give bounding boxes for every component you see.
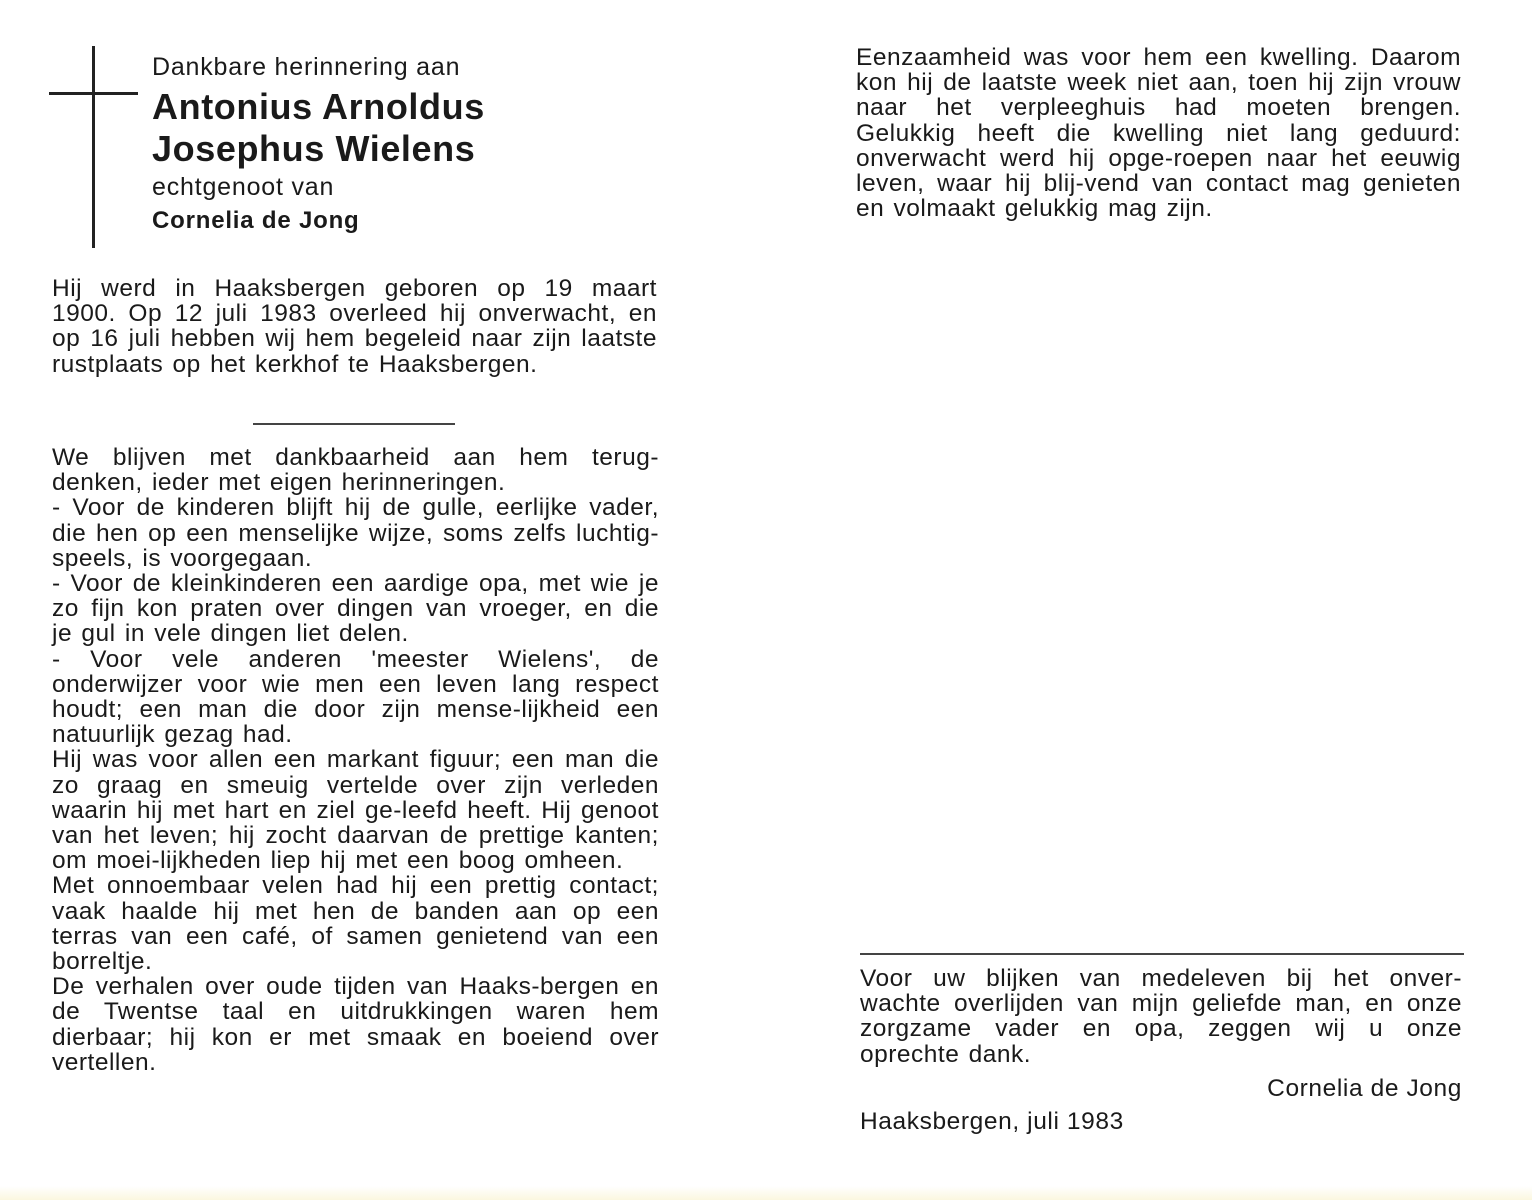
memories-paragraph: Hij was voor allen een markant figuur; een man die zo graag en smeuig vertelde over zijn verleden waarin hij met hart en ziel ge-leefd heeft. Hij genoot van het leven; hij zocht daarvan de prettige kanten; om moei-lijkheden liep hij met een boog omheen.: [52, 746, 659, 875]
memories-paragraph: - Voor de kinderen blijft hij de gulle, eerlijke vader, die hen op een menselijke wijze, soms zelfs luchtig-speels, is voorgegaan.: [52, 494, 659, 572]
memories-paragraph: Met onnoembaar velen had hij een prettig contact; vaak haalde hij met hen de banden aan op een terras van een café, of samen genietend van een borreltje.: [52, 872, 659, 976]
intro-text: Dankbare herinnering aan: [152, 53, 461, 81]
spouse-name: Cornelia de Jong: [152, 207, 360, 234]
loneliness-section: [856, 45, 1461, 221]
loneliness-paragraph: Eenzaamheid was voor hem een kwelling. Daarom kon hij de laatste week niet aan, toen hij zijn vrouw naar het verpleeghuis had moeten brengen. Gelukkig heeft die kwelling niet lang geduurd: onverwacht werd hij opge-roepen naar het eeuwig leven, waar hij blij-vend van contact mag genieten en volmaakt gelukkig mag zijn.: [856, 44, 1461, 223]
cross-icon: [92, 46, 95, 248]
memories-paragraph: De verhalen over oude tijden van Haaks-bergen en de Twentse taal en uitdrukkingen waren hem dierbaar; hij kon er met smaak en boeiend over vertellen.: [52, 973, 659, 1076]
divider: [860, 953, 1464, 955]
thanks-paragraph: Voor uw blijken van medeleven bij het onver-wachte overlijden van mijn geliefde man, en onze zorgzame vader en opa, zeggen wij u onze oprechte dank.: [860, 965, 1462, 1068]
paper-edge: [0, 1186, 1532, 1200]
deceased-name-line-2: Josephus Wielens: [152, 128, 476, 169]
biography-text: Hij werd in Haaksbergen geboren op 19 maart 1900. Op 12 juli 1983 overleed hij onverwacht, en op 16 juli hebben wij hem begeleid naar zijn laatste rustplaats op het kerkhof te Haaksbergen.: [52, 275, 657, 378]
signature: Cornelia de Jong: [1267, 1075, 1462, 1102]
memories-paragraph: We blijven met dankbaarheid aan hem terug-denken, ieder met eigen herinneringen.: [52, 444, 659, 497]
thanks-section: [860, 966, 1462, 1067]
memories-paragraph: - Voor vele anderen 'meester Wielens', de onderwijzer voor wie men een leven lang respect houdt; een man die door zijn mense-lijkheid een natuurlijk gezag had.: [52, 645, 659, 749]
deceased-name-line-1: Antonius Arnoldus: [152, 86, 485, 127]
cross-icon-crossbar: [49, 92, 138, 95]
memories-paragraph: - Voor de kleinkinderen een aardige opa, met wie je zo fijn kon praten over dingen van vroeger, en die je gul in vele dingen liet delen.: [52, 570, 659, 648]
card-header: [152, 52, 572, 236]
spouse-label: echtgenoot van: [152, 173, 335, 201]
place-date: Haaksbergen, juli 1983: [860, 1108, 1124, 1135]
memories-section: [52, 445, 659, 1075]
biography-paragraph: [52, 276, 657, 377]
divider: [253, 423, 455, 425]
